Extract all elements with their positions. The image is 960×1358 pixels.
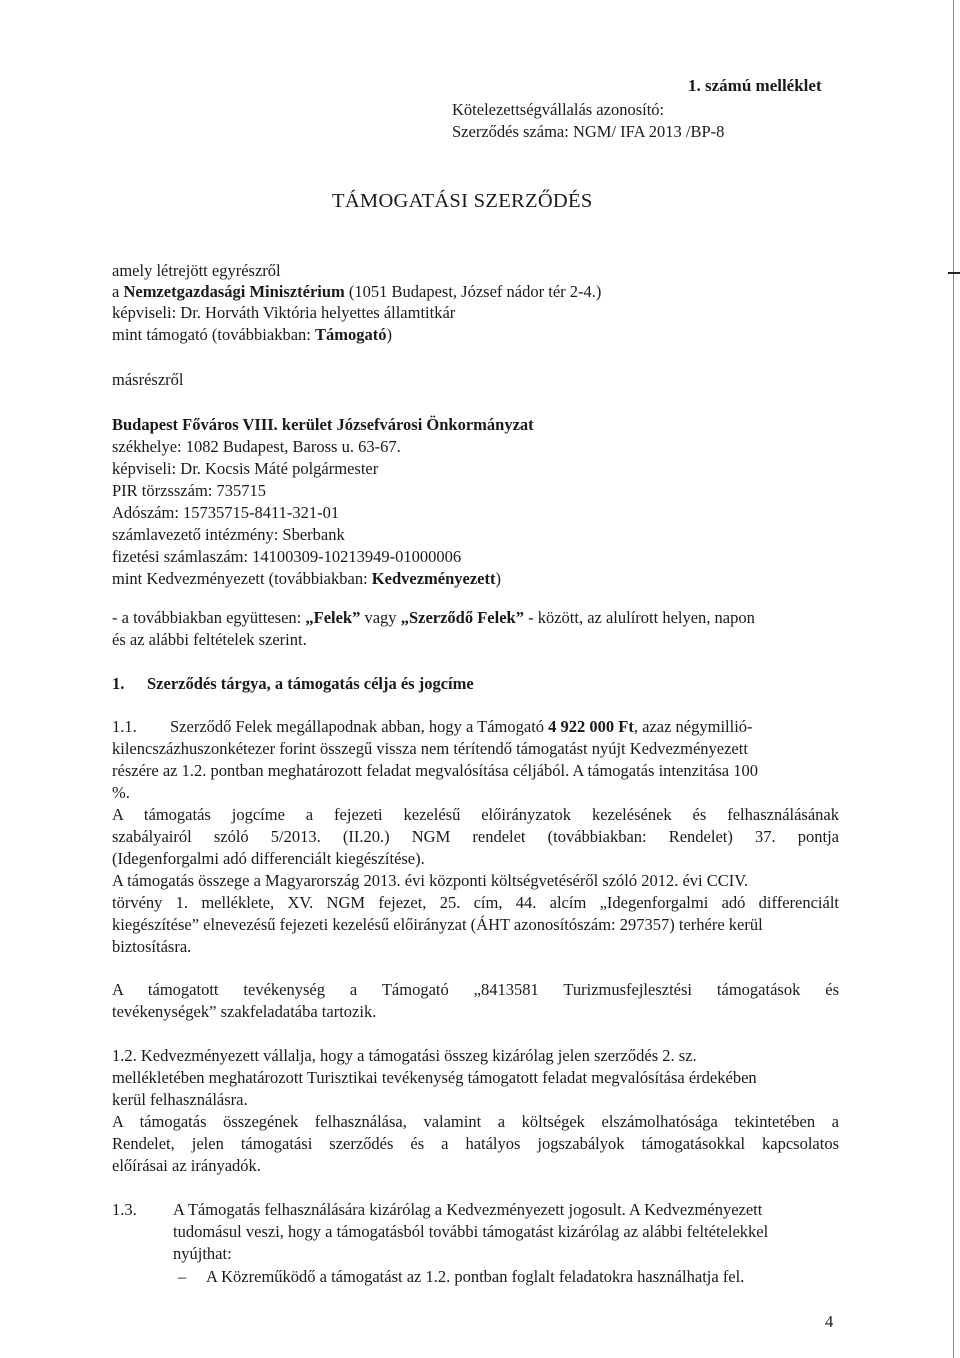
party2-bank: számlavezető intézmény: Sberbank [112, 525, 345, 544]
party1-role-name: Támogató [315, 325, 387, 344]
together-szerzodo-felek: „Szerződő Felek” [400, 608, 524, 627]
document-title: TÁMOGATÁSI SZERZŐDÉS [332, 190, 593, 212]
party1-address: (1051 Budapest, József nádor tér 2-4.) [344, 282, 602, 301]
party2-representative: képviseli: Dr. Kocsis Máté polgármester [112, 459, 379, 478]
p11-amount: 4 922 000 Ft [548, 717, 634, 736]
parties-together-line1 [112, 607, 755, 628]
scan-edge-mark [948, 272, 960, 274]
p11-line8: A támogatás összege a Magyarország 2013. évi központi költségvetéséről szóló 2012. évi CCIV. [112, 871, 749, 890]
p11-l1-a: Szerződő Felek megállapodnak abban, hogy a Támogató [170, 717, 549, 736]
party1-name-prefix: a [112, 282, 124, 301]
p11-line3: részére az 1.2. pontban meghatározott feladat megvalósítása céljából. A támogatás intenzitása 100 [112, 761, 759, 780]
p12-line6: előírásai az irányadók. [112, 1156, 261, 1175]
annex-label: 1. számú melléklet [688, 76, 822, 95]
section1-number: 1. [112, 674, 125, 693]
p11-line12: A támogatott tevékenység a Támogató „8413581 Turizmusfejlesztési támogatások és [112, 980, 839, 999]
section1-title: Szerződés tárgya, a támogatás célja és jogcíme [147, 674, 474, 693]
p11-line13: tevékenységek” szakfeladatába tartozik. [112, 1002, 377, 1021]
p13-bullet-dash: – [178, 1267, 187, 1286]
p11-line1 [170, 716, 753, 737]
p11-line5: A támogatás jogcíme a fejezeti kezelésű előirányzatok kezelésének és felhasználásának [112, 805, 839, 824]
party2-name: Budapest Főváros VIII. kerület Józsefvárosi Önkormányzat [112, 415, 534, 434]
party2-tax-number: Adószám: 15735715-8411-321-01 [112, 503, 340, 522]
party2-pir-number: PIR törzsszám: 735715 [112, 481, 266, 500]
party2-role-prefix: mint Kedvezményezett (továbbiakban: [112, 569, 372, 588]
party1-intro: amely létrejött egyrészről [112, 261, 281, 280]
p13-number: 1.3. [112, 1200, 137, 1219]
p13-line3: nyújthat: [173, 1244, 232, 1263]
p12-line5: Rendelet, jelen támogatási szerződés és a hatályos jogszabályok támogatásokkal kapcsolatos [112, 1134, 839, 1153]
p11-number: 1.1. [112, 717, 137, 736]
page-number: 4 [825, 1312, 834, 1331]
commitment-id: Kötelezettségvállalás azonosító: [452, 100, 665, 119]
party2-role-line [112, 568, 501, 589]
p12-line4: A támogatás összegének felhasználása, valamint a költségek elszámolhatósága tekintetében a [112, 1112, 839, 1131]
party1-representative: képviseli: Dr. Horváth Viktória helyettes államtitkár [112, 303, 456, 322]
party2-role-suffix: ) [495, 569, 501, 588]
party2-role-name: Kedvezményezett [371, 569, 496, 588]
together-c: vagy [360, 608, 401, 627]
party1-role-suffix: ) [386, 325, 392, 344]
party1-name: Nemzetgazdasági Minisztérium [123, 282, 345, 301]
party2-account-number: fizetési számlaszám: 14100309-10213949-01000006 [112, 547, 462, 566]
p13-line2: tudomásul veszi, hogy a támogatásból további támogatást kizárólag az alábbi feltételekkel [173, 1222, 769, 1241]
parties-together-line2: és az alábbi feltételek szerint. [112, 630, 307, 649]
party1-name-line [112, 281, 601, 302]
p11-line11: biztosításra. [112, 937, 192, 956]
other-side-label: másrészről [112, 370, 184, 389]
together-felek: „Felek” [305, 608, 361, 627]
p11-line7: (Idegenforgalmi adó differenciált kiegészítése). [112, 849, 425, 868]
p11-line2: kilencszázhuszonkétezer forint összegű vissza nem térítendő támogatást nyújt Kedvezményezett [112, 739, 748, 758]
p13-line1: A Támogatás felhasználására kizárólag a Kedvezményezett jogosult. A Kedvezményezett [173, 1200, 763, 1219]
p11-line4: %. [112, 783, 130, 802]
contract-number: Szerződés száma: NGM/ IFA 2013 /BP-8 [452, 122, 725, 141]
p11-l1-c: , azaz négymillió- [633, 717, 753, 736]
p11-line10: kiegészítése” elnevezésű fejezeti kezelésű előirányzat (ÁHT azonosítószám: 297357) terhére kerül [112, 915, 763, 934]
together-a: - a továbbiakban együttesen: [112, 608, 306, 627]
party2-seat: székhelye: 1082 Budapest, Baross u. 63-67. [112, 437, 401, 456]
p13-bullet-text: A Közreműködő a támogatást az 1.2. pontban foglalt feladatokra használhatja fel. [206, 1267, 745, 1286]
party1-role-prefix: mint támogató (továbbiakban: [112, 325, 315, 344]
scan-edge-line [953, 0, 954, 1358]
p12-line3: kerül felhasználásra. [112, 1090, 248, 1109]
p12-line2: mellékletében meghatározott Turisztikai tevékenység támogatott feladat megvalósítása érdekében [112, 1068, 757, 1087]
p11-line9: törvény 1. melléklete, XV. NGM fejezet, 25. cím, 44. alcím „Idegenforgalmi adó differenciált [112, 893, 839, 912]
together-e: - között, az alulírott helyen, napon [523, 608, 755, 627]
p11-line6: szabályairól szóló 5/2013. (II.20.) NGM rendelet (továbbiakban: Rendelet) 37. pontja [112, 827, 839, 846]
party1-role-line [112, 324, 392, 345]
p12-line1: 1.2. Kedvezményezett vállalja, hogy a támogatási összeg kizárólag jelen szerződés 2. sz. [112, 1046, 697, 1065]
